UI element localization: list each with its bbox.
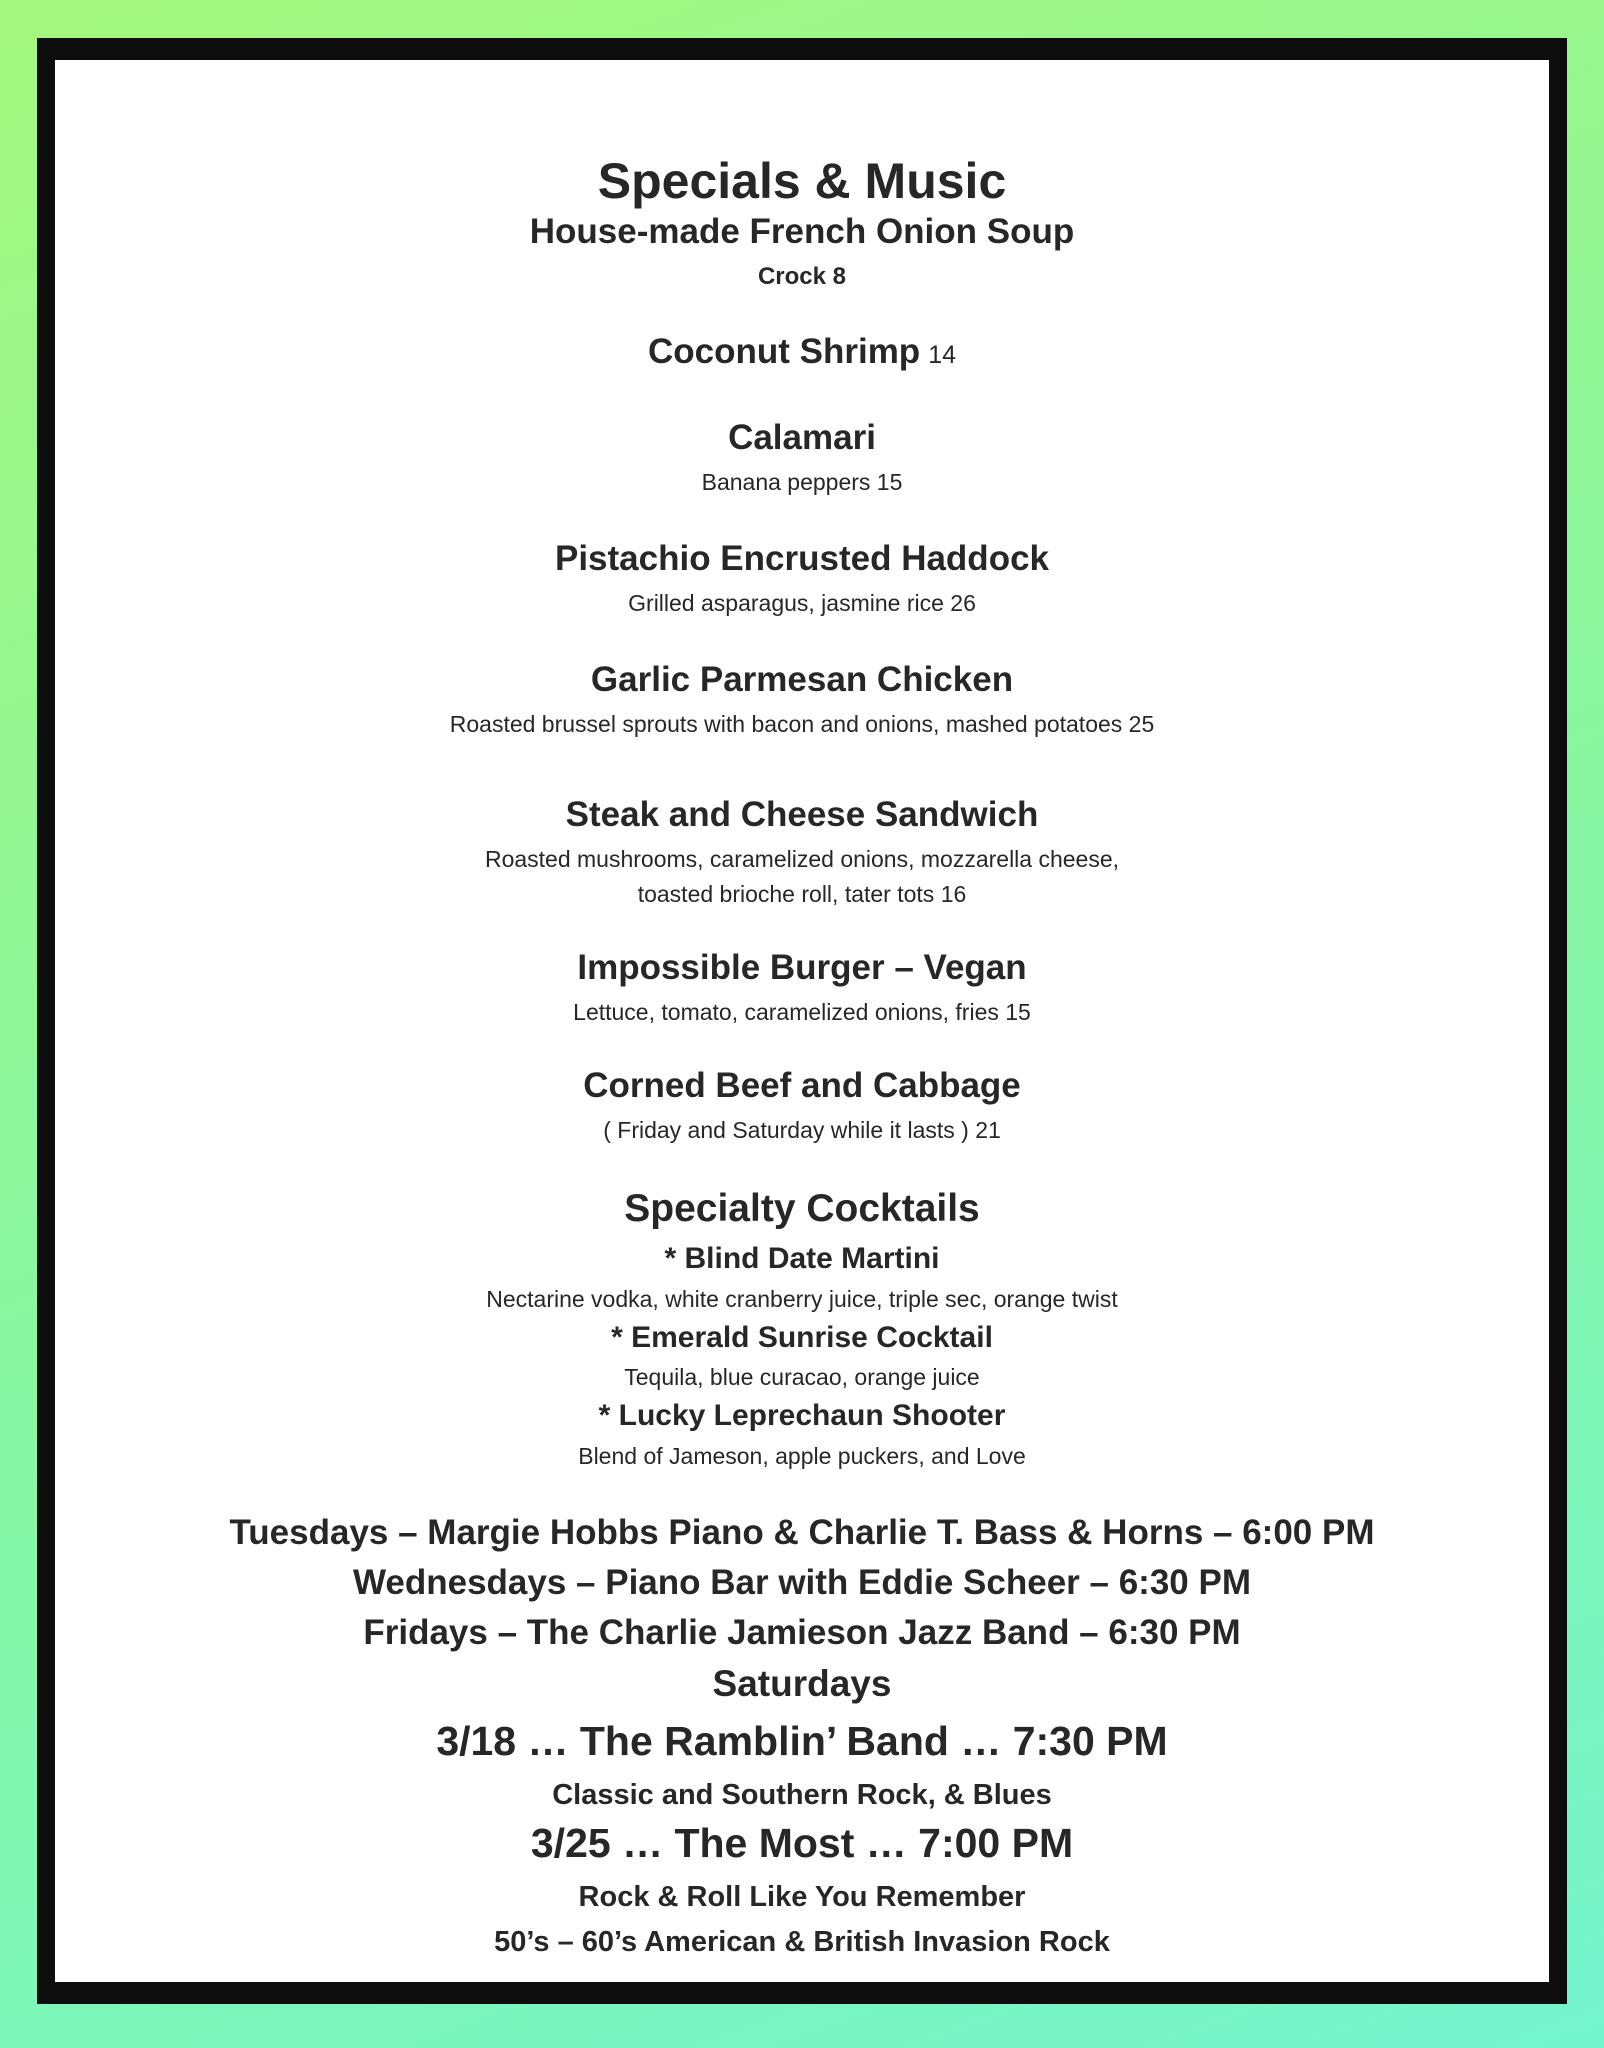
saturday-band: 3/25 … The Most … 7:00 PM: [530, 1820, 1074, 1866]
saturdays-heading: Saturdays: [712, 1663, 892, 1704]
special-detail: Crock 8: [757, 263, 847, 290]
special-detail: Lettuce, tomato, caramelized onions, fries 15: [573, 999, 1031, 1025]
special-name: Steak and Cheese Sandwich: [565, 795, 1039, 834]
special-name: Corned Beef and Cabbage: [583, 1066, 1021, 1105]
saturday-genre-line2: 50’s – 60’s American & British Invasion Rock: [494, 1926, 1110, 1958]
special-detail: Roasted brussel sprouts with bacon and onions, mashed potatoes 25: [449, 711, 1155, 737]
special-name: Garlic Parmesan Chicken: [590, 660, 1014, 699]
cocktail-name: * Emerald Sunrise Cocktail: [611, 1321, 993, 1354]
saturday-genre: Rock & Roll Like You Remember: [578, 1881, 1026, 1913]
music-fridays: Fridays – The Charlie Jamieson Jazz Band – 6:30 PM: [363, 1613, 1241, 1652]
special-name: [55, 332, 1549, 372]
cocktail-name: * Blind Date Martini: [664, 1242, 940, 1275]
special-detail: Roasted mushrooms, caramelized onions, mozzarella cheese,: [484, 846, 1120, 872]
cocktail-detail: Nectarine vodka, white cranberry juice, triple sec, orange twist: [486, 1286, 1118, 1312]
special-detail-line2: toasted brioche roll, tater tots 16: [637, 881, 967, 907]
saturday-genre: Classic and Southern Rock, & Blues: [552, 1779, 1052, 1811]
cocktails-heading: Specialty Cocktails: [624, 1187, 980, 1230]
special-name: Calamari: [728, 418, 876, 457]
page-title: Specials & Music: [597, 153, 1007, 209]
cocktail-name: * Lucky Leprechaun Shooter: [598, 1399, 1006, 1432]
cocktail-detail: Blend of Jameson, apple puckers, and Love: [578, 1443, 1026, 1469]
special-name: House-made French Onion Soup: [529, 212, 1075, 251]
special-price: 14: [928, 341, 957, 369]
special-name-text: Coconut Shrimp: [647, 332, 921, 371]
saturday-band: 3/18 … The Ramblin’ Band … 7:30 PM: [436, 1718, 1168, 1764]
special-detail: ( Friday and Saturday while it lasts ) 21: [603, 1117, 1001, 1143]
special-detail: Grilled asparagus, jasmine rice 26: [628, 590, 976, 616]
menu-page: [55, 60, 1549, 1982]
cocktail-detail: Tequila, blue curacao, orange juice: [624, 1364, 980, 1390]
music-tuesdays: Tuesdays – Margie Hobbs Piano & Charlie T. Bass & Horns – 6:00 PM: [229, 1513, 1375, 1552]
special-name: Pistachio Encrusted Haddock: [554, 539, 1050, 578]
black-frame: [37, 38, 1567, 2004]
music-wednesdays: Wednesdays – Piano Bar with Eddie Scheer – 6:30 PM: [352, 1563, 1251, 1602]
special-detail: Banana peppers 15: [701, 469, 903, 495]
special-name: Impossible Burger – Vegan: [577, 948, 1027, 987]
